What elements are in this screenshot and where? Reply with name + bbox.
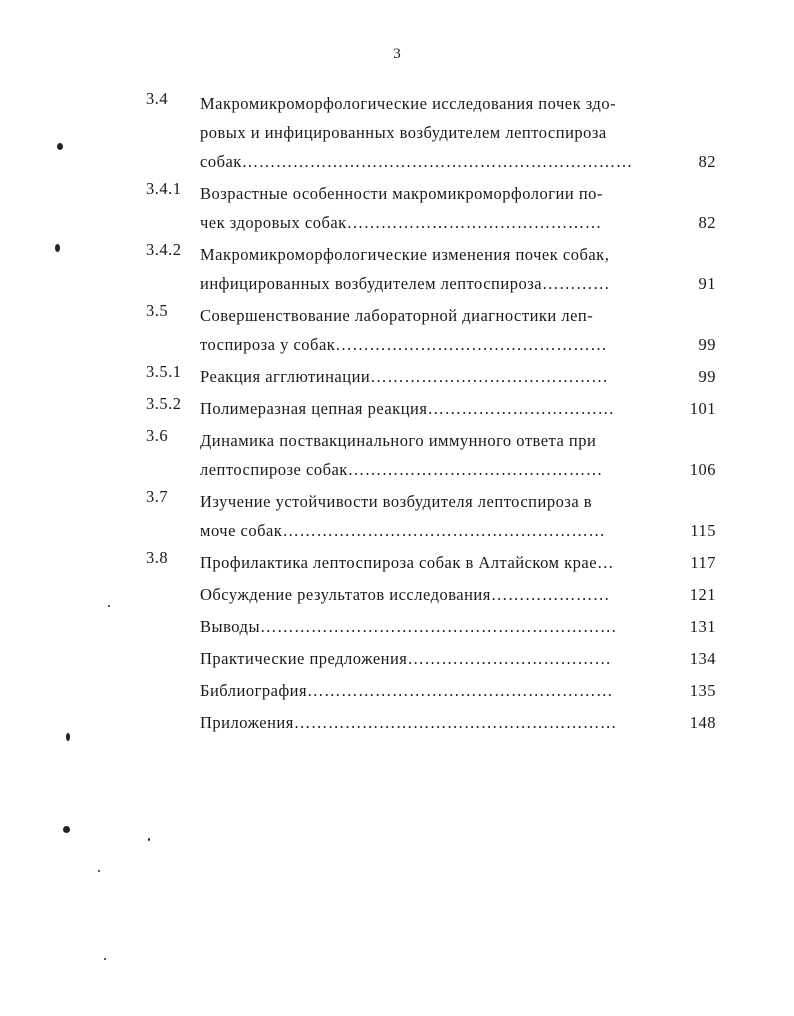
toc-entry (146, 394, 716, 423)
toc-entry-text: ровых и инфицированных возбудителем лептоспироза (200, 123, 607, 142)
toc-entry-page: 99 (698, 335, 716, 354)
toc-entry-page: 148 (689, 713, 716, 732)
toc-entry (146, 240, 716, 298)
toc-entry (146, 426, 716, 484)
scan-speck (98, 870, 100, 872)
toc-entry-number: 3.4 (146, 89, 169, 108)
toc-entry (146, 179, 716, 237)
toc-entry-text: Возрастные особенности макромикроморфологии по- (200, 184, 603, 203)
toc-entry-text: моче собак………………………………………………… (200, 521, 606, 540)
toc-entry-text: Профилактика лептоспироза собак в Алтайском крае… (200, 553, 615, 572)
toc-entry-page: 134 (689, 649, 716, 668)
toc-entry-text: собак…………………………………………………………… (200, 152, 633, 171)
toc-entry-text: чек здоровых собак……………………………………… (200, 213, 602, 232)
toc-entry-page: 117 (690, 553, 716, 572)
toc-entry-page: 115 (690, 521, 716, 540)
scan-speck (104, 958, 106, 960)
toc-entry (146, 580, 716, 609)
scan-speck (63, 826, 70, 833)
toc-entry-number: 3.5 (146, 301, 169, 320)
toc-entry-text: инфицированных возбудителем лептоспироза………… (200, 274, 611, 293)
toc-entry-number: 3.7 (146, 487, 169, 506)
toc-entry-number: 3.4.2 (146, 240, 182, 259)
toc-entry (146, 676, 716, 705)
scan-speck (55, 244, 60, 252)
scan-speck (57, 143, 63, 150)
toc-entry (146, 548, 716, 577)
toc-entry-text: Совершенствование лабораторной диагностики леп- (200, 306, 594, 325)
toc-entry-text: Реакция агглютинации…………………………………… (200, 367, 609, 386)
toc-entry-text: Практические предложения……………………………… (200, 649, 612, 668)
toc-entry-text: Библиография……………………………………………… (200, 681, 614, 700)
toc-entry-page: 82 (698, 152, 716, 171)
toc-entry (146, 644, 716, 673)
toc-entry-page: 101 (689, 399, 716, 418)
toc-entry-page: 91 (698, 274, 716, 293)
toc-entry (146, 612, 716, 641)
toc-entry (146, 362, 716, 391)
toc-entry-text: Макромикроморфологические изменения почек собак, (200, 245, 610, 264)
toc-entry-text: Приложения………………………………………………… (200, 713, 617, 732)
toc-entry-number: 3.6 (146, 426, 169, 445)
toc-entry (146, 301, 716, 359)
table-of-contents (146, 89, 716, 737)
scan-speck (108, 605, 110, 607)
toc-entry-text: Макромикроморфологические исследования почек здо- (200, 94, 617, 113)
scan-speck (66, 733, 70, 741)
toc-entry-page: 121 (689, 585, 716, 604)
toc-entry-text: Полимеразная цепная реакция…………………………… (200, 399, 615, 418)
scan-speck (148, 838, 150, 841)
page-number: 3 (393, 46, 401, 62)
toc-entry-text: Обсуждение результатов исследования………………… (200, 585, 610, 604)
toc-entry-number: 3.8 (146, 548, 169, 567)
toc-entry-number: 3.4.1 (146, 179, 182, 198)
toc-entry (146, 708, 716, 737)
toc-entry (146, 487, 716, 545)
toc-entry-page: 99 (698, 367, 716, 386)
toc-entry-text: Динамика поствакцинального иммунного ответа при (200, 431, 597, 450)
toc-entry-page: 131 (689, 617, 716, 636)
toc-entry-text: Выводы……………………………………………………… (200, 617, 618, 636)
toc-entry-page: 135 (689, 681, 716, 700)
toc-entry-number: 3.5.1 (146, 362, 182, 381)
toc-entry-page: 82 (698, 213, 716, 232)
toc-entry-text: лептоспирозе собак……………………………………… (200, 460, 603, 479)
toc-entry-text: Изучение устойчивости возбудителя лептоспироза в (200, 492, 593, 511)
toc-entry (146, 89, 716, 176)
toc-entry-text: тоспироза у собак………………………………………… (200, 335, 608, 354)
toc-entry-number: 3.5.2 (146, 394, 182, 413)
toc-entry-page: 106 (689, 460, 716, 479)
